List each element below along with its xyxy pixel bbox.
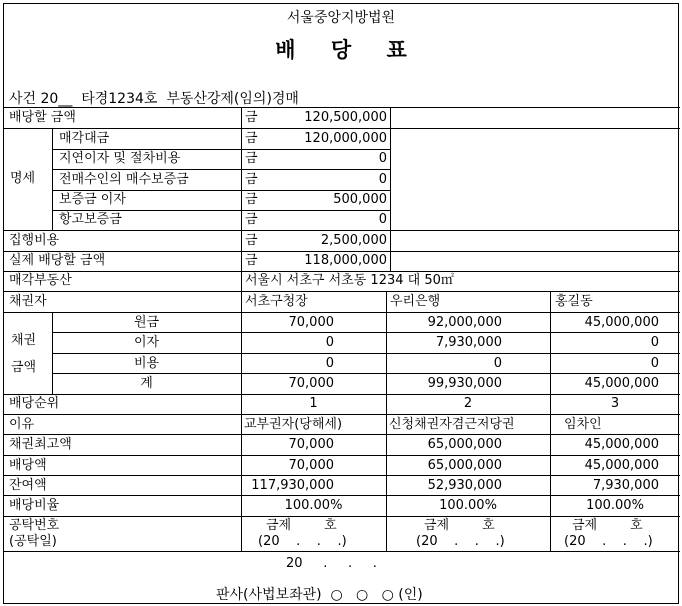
ratio-cell: 100.00% [284,498,343,513]
cost-cell: 0 [325,356,334,371]
rule [4,414,680,415]
rule [52,210,390,211]
detail-amount: 0 [378,212,387,227]
rule [52,149,390,150]
rule [52,190,390,191]
detail-amount: 0 [378,151,387,166]
rule [52,332,680,333]
creditor-name: 우리은행 [390,294,441,309]
max-claim-cell: 65,000,000 [427,437,502,452]
max-claim-cell: 70,000 [288,437,334,452]
detail-label: 보증금 이자 [59,192,126,207]
rule [52,169,390,170]
court-name: 서울중앙지방법원 [286,10,396,26]
rule [4,551,680,552]
dividend-cell: 70,000 [288,458,334,473]
rule [390,107,391,272]
rank-cell: 2 [463,396,473,411]
dividend-cell: 45,000,000 [584,458,659,473]
rule [4,394,680,395]
detail-label: 전매수인의 매수보증금 [59,172,189,187]
reason-label: 이유 [9,417,35,432]
remainder-label: 잔여액 [9,478,47,493]
rank-cell: 1 [309,396,318,411]
rule [4,271,680,272]
dividend-label: 배당액 [9,458,47,473]
rule [4,230,680,231]
detail-currency: 금 [245,192,258,207]
detail-currency: 금 [245,212,258,227]
principal-cell: 92,000,000 [427,315,502,330]
total-amount: 120,500,000 [304,110,387,125]
rule [4,291,680,292]
actual-amount-currency: 금 [245,253,258,268]
reason-cell: 신청채권자겸근저당권 [389,417,515,432]
claim-sub-label: 계 [140,376,153,391]
ratio-cell: 100.00% [439,498,497,513]
max-claim-cell: 45,000,000 [584,437,659,452]
rank-cell: 3 [610,396,620,411]
rule [4,128,680,129]
deposit-date-label: (공탁일) [9,534,57,549]
distribution-table-document [3,3,679,604]
claim-total-cell: 70,000 [288,376,334,391]
cost-cell: 0 [493,356,502,371]
claim-group-label: 채권 [11,333,37,348]
deposit-number-label: 공탁번호 [9,518,60,533]
actual-amount-label: 실제 배당할 금액 [9,253,106,268]
claim-sub-label: 원금 [133,315,160,330]
property-label: 매각부동산 [9,273,72,288]
claim-total-cell: 45,000,000 [584,376,659,391]
reason-cell: 임차인 [564,417,602,432]
deposit-date-cell: (20 . . .) [416,534,505,549]
remainder-cell: 117,930,000 [251,478,334,493]
dividend-cell: 65,000,000 [427,458,502,473]
deposit-number-cell: 금제 호 [424,518,495,533]
remainder-cell: 7,930,000 [592,478,659,493]
exec-cost-amount: 2,500,000 [320,233,387,248]
remainder-cell: 52,930,000 [427,478,502,493]
deposit-number-cell: 금제 호 [572,518,643,533]
max-claim-label: 채권최고액 [9,437,72,452]
rank-label: 배당순위 [9,396,60,411]
reason-cell: 교부권자(당해세) [244,417,343,432]
detail-group-label: 명세 [10,171,36,186]
rule [4,107,680,108]
rule [4,495,680,496]
interest-cell: 7,930,000 [435,335,502,350]
detail-amount: 120,000,000 [304,131,387,146]
footer-date: 20 . . . [286,556,377,571]
rule [4,475,680,476]
rule [4,312,680,313]
case-line: 사건 20__ 타경1234호 부동산강제(임의)경매 [9,91,299,107]
total-currency: 금 [245,110,258,125]
claim-total-cell: 99,930,000 [427,376,502,391]
document-title: 배 당 표 [275,37,421,62]
detail-currency: 금 [245,172,258,187]
interest-cell: 0 [325,335,334,350]
rule [4,251,680,252]
exec-cost-label: 집행비용 [9,233,60,248]
claim-sub-label: 비용 [133,356,160,371]
rule [4,434,680,435]
rule [4,516,680,517]
detail-currency: 금 [245,131,258,146]
detail-label: 매각대금 [59,131,110,146]
detail-currency: 금 [245,151,258,166]
rule [52,128,53,231]
total-label: 배당할 금액 [9,110,76,125]
ratio-label: 배당비율 [9,498,60,513]
detail-amount: 0 [378,172,387,187]
cost-cell: 0 [650,356,659,371]
deposit-number-cell: 금제 호 [266,518,337,533]
principal-cell: 70,000 [288,315,334,330]
property-value: 서울시 서초구 서초동 1234 대 50㎡ [245,273,454,288]
interest-cell: 0 [650,335,659,350]
deposit-date-cell: (20 . . .) [258,534,347,549]
ratio-cell: 100.00% [586,498,644,513]
rule [52,353,680,354]
rule [4,455,680,456]
deposit-date-cell: (20 . . .) [564,534,653,549]
actual-amount-value: 118,000,000 [304,253,387,268]
principal-cell: 45,000,000 [584,315,659,330]
rule [52,373,680,374]
detail-label: 항고보증금 [59,212,122,227]
creditor-name: 서초구청장 [245,294,308,309]
judge-signature-line: 판사(사법보좌관) ○ ○ ○ (인) [216,587,423,603]
claim-sub-label: 이자 [133,335,160,350]
creditor-label: 채권자 [9,294,47,309]
creditor-name: 홍길동 [555,294,593,309]
claim-group-label: 금액 [11,360,37,375]
exec-cost-currency: 금 [245,233,258,248]
detail-amount: 500,000 [333,192,387,207]
rule [241,107,242,292]
detail-label: 지연이자 및 절차비용 [59,151,181,166]
